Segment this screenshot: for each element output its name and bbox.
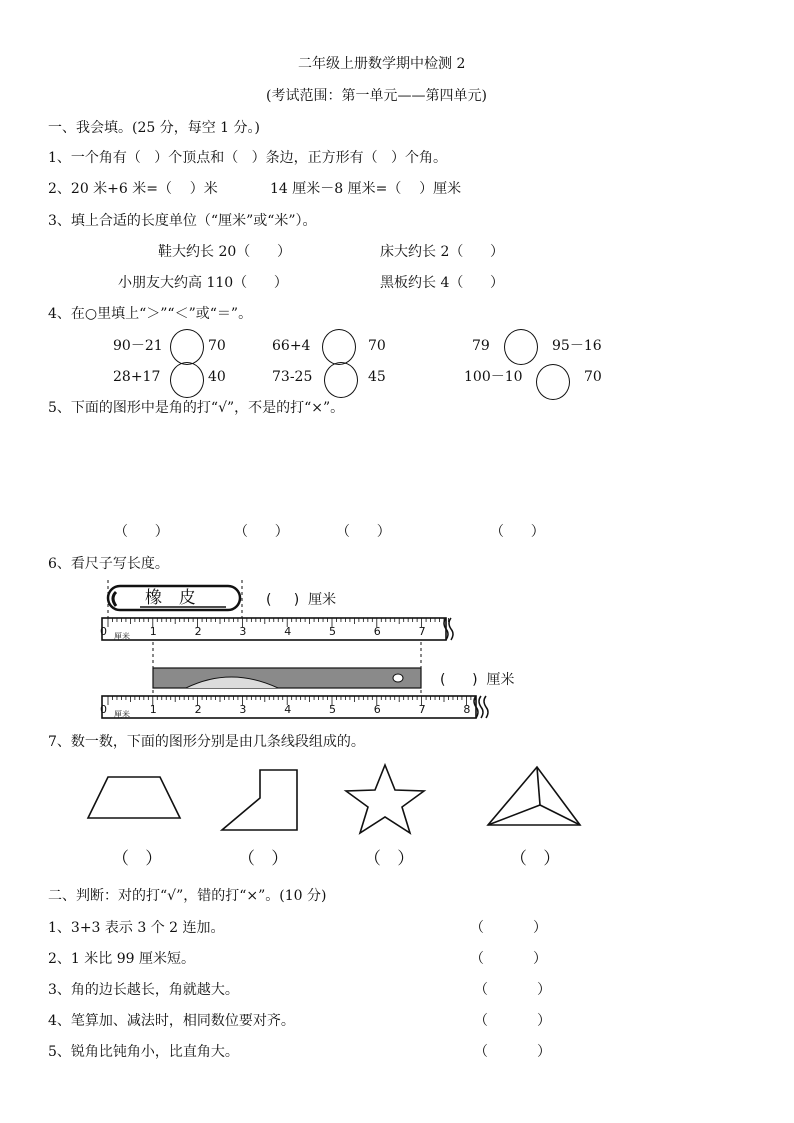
- question-4: 4、在○里填上“＞”“＜”或“＝”。: [48, 306, 253, 322]
- compare-circle[interactable]: [324, 362, 358, 398]
- ruler-number: 7: [418, 703, 426, 716]
- judge-item: 1、3+3 表示 3 个 2 连加。: [48, 920, 225, 936]
- q3-item-child: 小朋友大约高 110（ ）: [118, 275, 288, 291]
- ruler-unit-label: 厘米: [114, 632, 130, 641]
- q4-expr: 90－21: [113, 338, 163, 354]
- ruler-number: 3: [239, 625, 247, 638]
- question-7: 7、数一数，下面的图形分别是由几条线段组成的。: [48, 734, 365, 750]
- q6-blank-2[interactable]: ( ) 厘米: [440, 672, 515, 688]
- judge-blank[interactable]: （ ）: [474, 982, 551, 998]
- q4-expr: 79: [472, 338, 490, 354]
- ruler-number: 5: [329, 625, 336, 638]
- q7-blank[interactable]: （ ）: [510, 849, 561, 869]
- q5-blank[interactable]: （ ）: [114, 524, 169, 540]
- q3-item-shoe: 鞋大约长 20（ ）: [158, 244, 291, 260]
- q4-expr: 95－16: [552, 338, 602, 354]
- q7-blank[interactable]: （ ）: [112, 849, 163, 869]
- question-2b: 14 厘米－8 厘米=（ ）厘米: [270, 181, 462, 197]
- ruler-number: 0: [100, 625, 107, 638]
- triangle-shape: [488, 767, 580, 825]
- ruler-number: 4: [284, 625, 292, 638]
- q4-expr: 100－10: [464, 369, 523, 385]
- judge-blank[interactable]: （ ）: [470, 920, 547, 936]
- q4-expr: 73-25: [272, 369, 313, 385]
- compare-circle[interactable]: [322, 329, 356, 365]
- judge-blank[interactable]: （ ）: [470, 951, 547, 967]
- q4-expr: 45: [368, 369, 386, 385]
- q5-blank[interactable]: （ ）: [490, 524, 545, 540]
- l-shape: [222, 770, 297, 830]
- question-6: 6、看尺子写长度。: [48, 556, 169, 572]
- ruler-number: 6: [373, 703, 381, 716]
- ruler-number: 3: [239, 703, 247, 716]
- q7-shapes: [80, 760, 590, 840]
- ruler-unit-label: 厘米: [114, 710, 130, 719]
- question-5: 5、下面的图形中是角的打“√”，不是的打“×”。: [48, 400, 345, 416]
- q7-blank[interactable]: （ ）: [238, 849, 289, 869]
- ruler-number: 0: [100, 703, 107, 716]
- judge-item: 2、1 米比 99 厘米短。: [48, 951, 195, 967]
- q4-expr: 70: [584, 369, 602, 385]
- q5-blank[interactable]: （ ）: [336, 524, 391, 540]
- q5-blank[interactable]: （ ）: [234, 524, 289, 540]
- judge-item: 5、锐角比钝角小，比直角大。: [48, 1044, 239, 1060]
- q4-expr: 70: [368, 338, 386, 354]
- q4-expr: 28+17: [113, 369, 161, 385]
- ruler-number: 1: [149, 625, 157, 638]
- q7-blank[interactable]: （ ）: [364, 849, 415, 869]
- compare-circle[interactable]: [170, 362, 204, 398]
- ruler-number: 2: [194, 625, 202, 638]
- pencil-image: [153, 668, 421, 688]
- question-3: 3、填上合适的长度单位（“厘米”或“米”）。: [48, 213, 317, 229]
- page-title: 二年级上册数学期中检测 2: [298, 56, 466, 72]
- q3-item-blackboard: 黑板约长 4（ ）: [380, 275, 505, 291]
- compare-circle[interactable]: [536, 364, 570, 400]
- compare-circle[interactable]: [170, 329, 204, 365]
- judge-blank[interactable]: （ ）: [474, 1044, 551, 1060]
- q4-expr: 40: [208, 369, 226, 385]
- q4-expr: 66+4: [272, 338, 311, 354]
- eraser-label: 橡 皮: [145, 588, 198, 608]
- ruler-number: 5: [329, 703, 336, 716]
- star-shape: [346, 765, 424, 833]
- judge-item: 3、角的边长越长，角就越大。: [48, 982, 239, 998]
- ruler-number: 4: [284, 703, 292, 716]
- ruler-number: 8: [463, 703, 471, 716]
- compare-circle[interactable]: [504, 329, 538, 365]
- ruler-number: 2: [194, 703, 202, 716]
- q6-blank-1[interactable]: ( ) 厘米: [266, 592, 337, 608]
- section1-heading: 一、我会填。(25 分，每空 1 分。): [48, 120, 260, 136]
- question-1: 1、一个角有（ ）个顶点和（ ）条边，正方形有（ ）个角。: [48, 150, 447, 166]
- question-2a: 2、20 米+6 米=（ ）米: [48, 181, 218, 197]
- ruler-number: 7: [418, 625, 426, 638]
- section2-heading: 二、判断：对的打“√”，错的打“×”。(10 分): [48, 888, 327, 904]
- q4-expr: 70: [208, 338, 226, 354]
- judge-item: 4、笔算加、减法时，相同数位要对齐。: [48, 1013, 295, 1029]
- ruler-bottom: [102, 696, 488, 718]
- q3-item-bed: 床大约长 2（ ）: [380, 244, 505, 260]
- judge-blank[interactable]: （ ）: [474, 1013, 551, 1029]
- exam-scope: (考试范围：第一单元——第四单元): [266, 88, 487, 104]
- ruler-number: 1: [149, 703, 157, 716]
- trapezoid-shape: [88, 777, 180, 818]
- ruler-number: 6: [373, 625, 381, 638]
